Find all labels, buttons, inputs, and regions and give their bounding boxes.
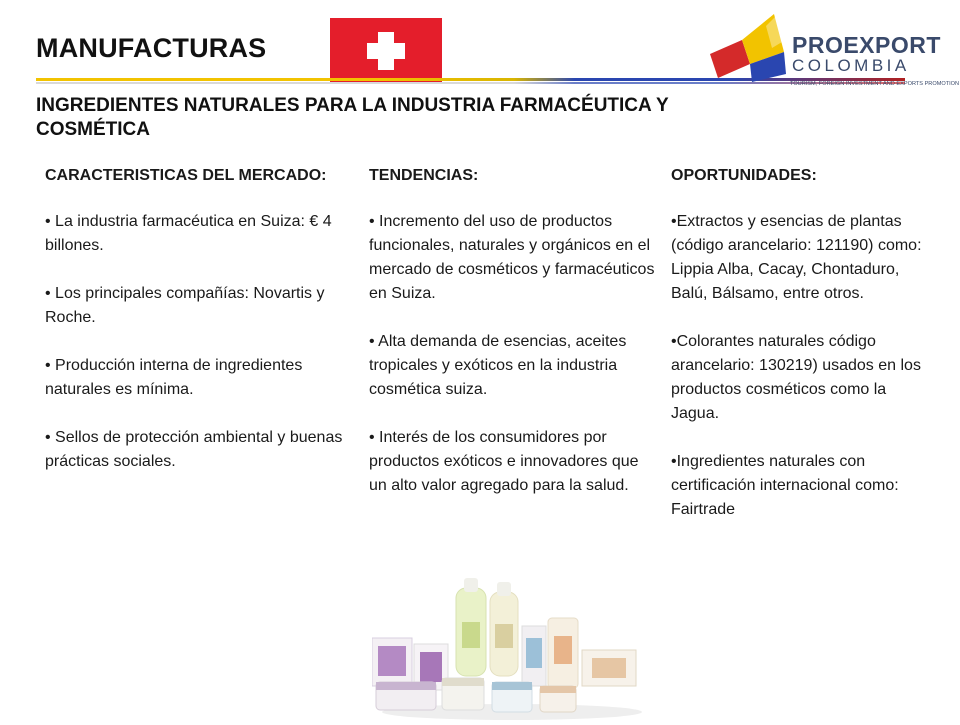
list-item: • La industria farmacéutica en Suiza: € 4 billones.	[45, 213, 332, 254]
logo-tagline: TOURISM, FOREIGN INVESTMENT AND EXPORTS PROMOTION	[790, 81, 960, 87]
list-item: •Extractos y esencias de plantas (código arancelario: 121190) como: Lippia Alba, Cacay, Chontaduro, Balú, Bálsamo, entre otros.	[671, 213, 922, 302]
page-title: MANUFACTURAS	[36, 33, 267, 63]
list-item: • Interés de los consumidores por productos exóticos e innovadores que un alto valor agregado para la salud.	[369, 429, 639, 494]
column-heading: OPORTUNIDADES:	[671, 167, 817, 184]
column-trends	[369, 164, 655, 522]
column-heading: TENDENCIAS:	[369, 167, 479, 184]
column-market-characteristics	[45, 164, 345, 498]
list-item: •Ingredientes naturales con certificación internacional como: Fairtrade	[671, 453, 899, 518]
list-item: •Colorantes naturales código arancelario: 130219) usados en los productos cosméticos como la Jagua.	[671, 333, 921, 422]
page-subtitle: INGREDIENTES NATURALES PARA LA INDUSTRIA FARMACÉUTICA Y COSMÉTICA	[36, 95, 669, 140]
list-item: • Incremento del uso de productos funcionales, naturales y orgánicos en el mercado de cosméticos y farmacéuticos en Suiza.	[369, 213, 655, 302]
list-item: • Los principales compañías: Novartis y Roche.	[45, 285, 325, 326]
proexport-logo-mark-icon	[706, 12, 796, 92]
column-heading: CARACTERISTICAS DEL MERCADO:	[45, 167, 327, 184]
list-item: • Sellos de protección ambiental y buenas prácticas sociales.	[45, 429, 343, 470]
proexport-logo	[706, 12, 960, 98]
list-item: • Producción interna de ingredientes naturales es mínima.	[45, 357, 303, 398]
logo-text-colombia: COLOMBIA	[792, 56, 910, 75]
cosmetic-products-photo	[372, 578, 642, 720]
column-opportunities	[671, 164, 929, 546]
logo-text-proexport: PROEXPORT	[792, 32, 941, 58]
list-item: • Alta demanda de esencias, aceites tropicales y exóticos en la industria cosmética suiza.	[369, 333, 627, 398]
swiss-flag-image	[330, 18, 442, 82]
